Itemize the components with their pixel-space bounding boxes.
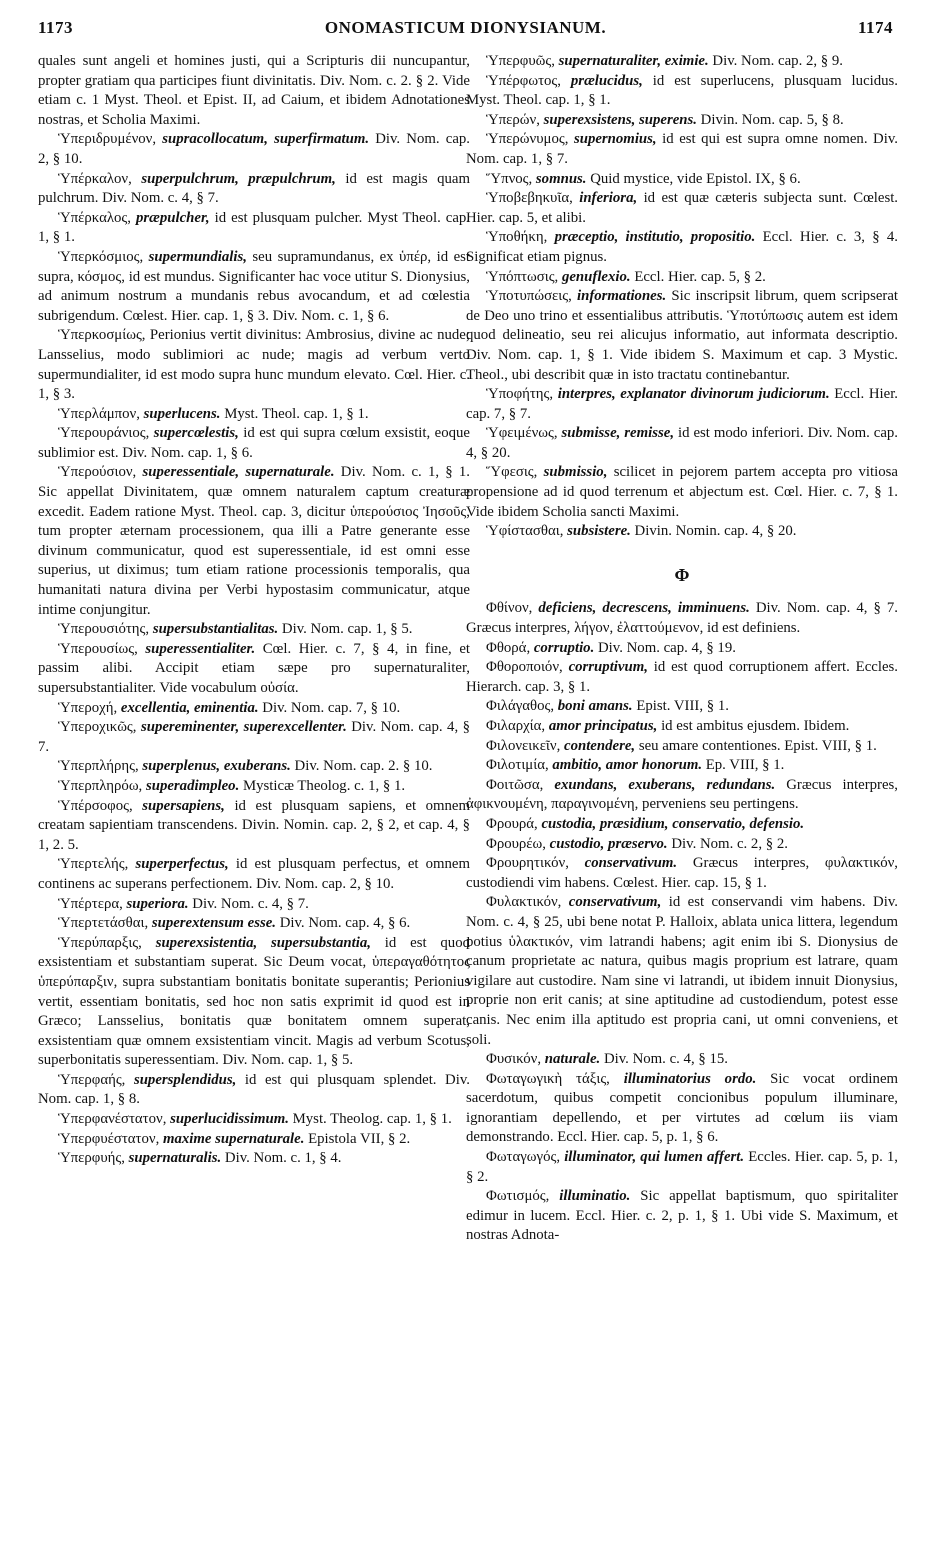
entry-term: Ὑπόπτωσις, (486, 268, 559, 285)
dictionary-entry (38, 1130, 470, 1150)
entry-body: Div. Nom. cap. 2, § 10. (38, 131, 470, 167)
dictionary-entry (466, 835, 898, 855)
entry-term: Φωταγωγικὴ τάξις, (486, 1070, 610, 1087)
dictionary-entry (466, 893, 898, 1050)
entry-body: Sic appellat baptismum, quo spiritaliter edimur in lucem. Eccl. Hier. c. 2, p. 1, § 1. Ubi vide S. Maximum, et nostras Adnota- (466, 1188, 899, 1244)
entry-gloss: prælucidus, (570, 72, 643, 89)
entry-gloss: supernaturaliter, eximie. (558, 53, 709, 69)
entry-gloss: contendere, (564, 737, 636, 754)
entry-gloss: superiora. (126, 895, 189, 912)
entry-term: Φιλονεικεῖν, (486, 737, 561, 754)
dictionary-entry (466, 717, 898, 737)
entry-body: seu supramundanus, ex ὑπέρ, id est supra, κόσμος, id est mundus. Significanter hac voce utitur S. Dionysius, ad animum nostrum a mundanis rebus avocandum, et ad cœlestia subrigendum. Cœlest. Hier. cap. 1, § 3. Div. Nom. c. 1, § 6. (38, 248, 471, 324)
dictionary-entry (466, 658, 898, 697)
entry-term: Φρουρέω, (486, 835, 546, 852)
entry-body: Eccl. Hier. c. 3, § 4. Significat etiam pignus. (466, 229, 899, 265)
entry-body: Cœl. Hier. c. 7, § 4, in fine, et passim alibi. Accipit etiam sæpe pro supernaturaliter, supersubstantialiter. Vide vocabulum οὐσία. (38, 640, 471, 696)
entry-body: id est quod corruptionem affert. Eccles. Hierarch. cap. 3, § 1. (466, 659, 898, 695)
entry-term: Φθοροποιόν, (486, 659, 563, 676)
dictionary-entry (38, 855, 470, 894)
entry-term: Ὑπερτελής, (58, 856, 129, 873)
dictionary-entry (466, 189, 898, 228)
entry-body: id est modo inferiori. Div. Nom. cap. 4, § 20. (466, 425, 898, 461)
entry-body: Div. Nom. c. 4, § 15. (603, 1051, 728, 1068)
dictionary-entry (38, 620, 470, 640)
right-column-entries-phi (466, 599, 898, 1246)
dictionary-entry (466, 170, 898, 190)
entry-body: Eccl. Hier. cap. 7, § 7. (466, 386, 899, 422)
entry-body: Div. Nom. cap. 2, § 9. (712, 53, 843, 69)
dictionary-entry (38, 895, 470, 915)
page-number-right: 1174 (857, 18, 893, 37)
entry-body: scilicet in pejorem partem accepta pro vitiosa propensione ad id quod terrenum et abjectum est. Cœl. Hier. c. 7, § 1. Vide ibidem Scholia sancti Maximi. (466, 464, 898, 520)
entry-gloss: submissio, (543, 464, 608, 481)
entry-body: id est plusquam perfectus, et omnem continens ac superans perfectionem. Div. Nom. cap. 2, § 10. (38, 856, 471, 892)
entry-term: Φωταγωγός, (486, 1149, 561, 1166)
entry-term: Ὑπέρφωτος, (486, 72, 561, 89)
entry-gloss: somnus. (535, 170, 587, 187)
page-header (38, 18, 893, 44)
entry-term: Ὑπερουράνιος, (58, 425, 150, 442)
entry-term: Φοιτῶσα, (486, 776, 544, 793)
entry-term: Ὑπέρτερα, (58, 895, 123, 912)
entry-gloss: corruptio. (533, 639, 595, 656)
entry-body: Quid mystice, vide Epistol. IX, § 6. (590, 170, 801, 187)
entry-body: id est qui plusquam splendet. Div. Nom. cap. 1, § 8. (38, 1071, 470, 1108)
entry-gloss: informationes. (577, 288, 667, 305)
entry-term: Φρουρά, (486, 815, 538, 832)
entry-body: id est conservandi vim habens. Div. Nom. c. 4, § 25, ubi bene notat P. Halloix, ablata unica littera, legendum potius ὑλακτικόν, vim latrandi habens; agit enim ibi S. Dionysius de canum proprietate ac natura, quibus magis proprium est latrare, quam vigilare aut custodire. Nam sine vi latrandi, ut ibidem innuit Dionysius, proprie non erit canis; at sine aptitudine ad custodiendum, potest esse canis. Nec enim illa aptitudo est propria cani, ut omni conveniens, et soli. (466, 894, 898, 1048)
dictionary-entry (466, 1070, 898, 1148)
dictionary-entry (466, 1050, 898, 1070)
entry-body: Divin. Nom. cap. 5, § 8. (700, 111, 844, 128)
entry-body: Div. Nom. cap. 4, § 6. (279, 915, 411, 932)
dictionary-entry (38, 424, 470, 463)
entry-term: Ὑπέρκαλος, (58, 209, 131, 226)
dictionary-entry (38, 640, 470, 699)
entry-gloss: custodio, præservo. (549, 835, 668, 852)
entry-gloss: subsistere. (567, 523, 631, 540)
entry-term: Ὑποβεβηκυῖα, (486, 190, 573, 207)
entry-gloss: supersplendidus, (133, 1071, 237, 1088)
dictionary-entry (466, 52, 898, 72)
dictionary-entry (466, 268, 898, 288)
entry-body: Div. Nom. cap. 2. § 10. (294, 758, 433, 775)
entry-body: Div. Nom. cap. 4, § 7. (38, 719, 470, 755)
entry-gloss: superadimpleo. (145, 777, 240, 794)
dictionary-entry (466, 111, 898, 131)
entry-gloss: supracollocatum, superfirmatum. (162, 131, 370, 148)
entry-gloss: supersubstantialitas. (152, 621, 279, 638)
dictionary-entry (466, 463, 898, 522)
entry-gloss: superlucidissimum. (170, 1111, 289, 1128)
entry-term: Ὑπερφανέστατον, (58, 1111, 167, 1128)
entry-gloss: inferiora, (579, 190, 638, 207)
entry-gloss: excellentia, eminentia. (120, 699, 259, 716)
dictionary-entry (466, 522, 898, 542)
entry-gloss: submisse, remisse, (561, 425, 675, 442)
entry-gloss: maxime supernaturale. (162, 1130, 305, 1147)
entry-term: Φιλάγαθος, (486, 698, 555, 715)
dictionary-entry (466, 385, 898, 424)
entry-term: Φιλοτιμία, (486, 757, 549, 774)
entry-gloss: superessentialiter. (145, 640, 256, 657)
running-title: ONOMASTICUM DIONYSIANUM. (324, 18, 607, 37)
dictionary-entry (466, 599, 898, 638)
dictionary-entry (38, 1149, 470, 1169)
entry-gloss: illuminatio. (559, 1188, 631, 1205)
entry-body: Ep. VIII, § 1. (705, 757, 785, 774)
entry-body: Div. Nom. cap. 1, § 5. (281, 621, 413, 638)
entry-gloss: interpres, explanator divinorum judiciorum. (557, 386, 830, 403)
entry-term: Ὑπεριδρυμένον, (58, 131, 157, 148)
dictionary-entry (38, 934, 470, 1071)
entry-term: Ὑποθήκη, (486, 229, 548, 246)
entry-term: Ὑπερώνυμος, (486, 131, 569, 148)
entry-body: Epist. VIII, § 1. (636, 698, 729, 715)
entry-body: Myst. Theol. cap. 1, § 1. (224, 405, 369, 422)
entry-term: Φρουρητικόν, (486, 855, 569, 872)
entry-gloss: superexsistens, superens. (543, 111, 697, 128)
entry-gloss: præceptio, institutio, propositio. (554, 229, 756, 246)
dictionary-entry (38, 797, 470, 856)
right-column (466, 52, 898, 1246)
entry-body: id est superlucens, plusquam lucidus. Myst. Theol. cap. 1, § 1. (466, 72, 899, 109)
entry-body: Perionius vertit divinitus: Ambrosius, divine ac nude; Lansselius, modo sublimiori ac nude; magis ad verbum verto supermundialiter, id est modo supra hunc mundum elevato. Cœl. Hier. c. 1, § 3. (38, 327, 470, 403)
entry-term: Ὑπερουσιότης, (58, 621, 150, 638)
entry-gloss: superlucens. (143, 405, 221, 422)
entry-term: Ὑπερπληρόω, (58, 777, 143, 794)
dictionary-entry (466, 72, 898, 111)
entry-gloss: superexsistentia, supersubstantia, (155, 934, 371, 951)
entry-term: Ὑποφήτης, (486, 386, 554, 403)
entry-body: seu amare contentiones. Epist. VIII, § 1. (638, 737, 877, 754)
dictionary-entry (38, 914, 470, 934)
entry-body: id est ambitus ejusdem. Ibidem. (661, 718, 850, 734)
dictionary-entry (466, 228, 898, 267)
dictionary-entry (466, 854, 898, 893)
left-column (38, 52, 470, 1169)
entry-term: Ὑπεροχικῶς, (58, 719, 137, 736)
entry-body: Sic vocat ordinem sacerdotum, quibus competit concionibus populum illuminare, ignorantiam depellendo, et per virtutes ad cœlum iis viam demonstrando. Eccl. Hier. cap. 5, p. 1, § 6. (466, 1070, 899, 1146)
entry-term: Ὑπερφυῶς, (486, 53, 555, 69)
entry-gloss: supercœlestis, (153, 425, 239, 442)
entry-body: id est quod exsistentiam et substantiam superat. Sic Deum vocat, ὑπεραγαθότητος ὑπερύπαρξιν, supra substantiam bonitatis bonitate superantis; Perionius vertit, essentiam bonitatis, sed hoc non satis exprimit id quod est in Græco; Lansselius, bonitatis quæ bonitatem omnem superat, exsistentiam quæ omnem exsistentiam vincit. Magis ad verbum Scotus, superbonitatis superessentiam. Div. Nom. cap. 1, § 5. (38, 934, 470, 1069)
dictionary-entry (466, 697, 898, 717)
entry-gloss: illuminatorius ordo. (623, 1070, 757, 1087)
dictionary-entry (38, 52, 470, 130)
dictionary-entry (38, 130, 470, 169)
entry-term: Φυλακτικόν, (486, 894, 562, 911)
entry-body: id est qui est supra omne nomen. Div. Nom. cap. 1, § 7. (466, 131, 898, 167)
dictionary-entry (466, 1148, 898, 1187)
entry-term: Ὑπερκοσμίως, (58, 327, 146, 344)
entry-gloss: superperfectus, (135, 856, 229, 873)
entry-body: id est magis quam pulchrum. Div. Nom. c. 4, § 7. (38, 170, 470, 207)
entry-term: Ὑπερύπαρξις, (58, 934, 142, 951)
entry-gloss: exundans, exuberans, redundans. (554, 776, 776, 793)
entry-gloss: supermundialis, (148, 248, 247, 265)
entry-body: Div. Nom. c. 1, § 1. Sic appellat Divinitatem, quæ omnem naturalem captum creaturæ excedit. Eadem ratione Myst. Theol. cap. 3, dicitur ὑπερούσιος Ἰησοῦς, tum propter æternam processionem, qua illi a Patre generante esse divinum communicatur, quod est superessentiale, id est omni esse superius, ut diximus; tum etiam ratione processionis temporalis, qua humanitati natura divina per Verbi hypostasim communicatur, atque intime conjungitur. (38, 464, 471, 618)
dictionary-entry (38, 718, 470, 757)
entry-body: Div. Nom. cap. 4, § 19. (597, 639, 736, 656)
entry-gloss: supersapiens, (142, 797, 225, 814)
entry-gloss: corruptivum, (568, 659, 648, 676)
entry-term: Ὑπερπλήρης, (58, 758, 139, 775)
dictionary-entry (38, 405, 470, 425)
entry-gloss: superextensum esse. (151, 915, 276, 932)
entry-term: Ὑπερφυέστατον, (58, 1130, 160, 1147)
entry-body: Eccles. Hier. cap. 5, p. 1, § 2. (466, 1149, 899, 1185)
entry-gloss: superpulchrum, præpulchrum, (141, 170, 336, 187)
entry-gloss: conservativum. (584, 855, 678, 872)
entry-gloss: naturale. (544, 1051, 601, 1068)
entry-term: Ὑπερούσιον, (58, 464, 137, 481)
entry-term: Ὑπερτετάσθαι, (58, 915, 149, 932)
entry-term: Ὑπερών, (486, 111, 540, 128)
entry-body: Græcus interpres, φυλακτικόν, custodiendi vim habens. Cœlest. Hier. cap. 15, § 1. (466, 855, 899, 891)
entry-gloss: supernomius, (573, 131, 657, 148)
entry-term: Ὑπέρσοφος, (58, 797, 133, 814)
entry-term: Φθίνον, (486, 600, 533, 617)
entry-term: Ὑπερλάμπον, (58, 405, 140, 422)
dictionary-entry (466, 639, 898, 659)
entry-term: Ὑπερφαής, (58, 1071, 126, 1088)
dictionary-entry (38, 326, 470, 404)
entry-term: Ὑπερκόσμιος, (58, 248, 144, 265)
entry-body: id est quæ cæteris subjecta sunt. Cœlest. Hier. cap. 5, et alibi. (466, 190, 899, 226)
entry-gloss: superessentiale, supernaturale. (142, 464, 335, 481)
entry-term: Ὑπερουσίως, (58, 640, 138, 657)
entry-term: Ὑπεροχή, (58, 699, 118, 716)
entry-term: Ὑποτυπώσεις, (486, 288, 572, 305)
dictionary-entry (38, 170, 470, 209)
entry-body: Div. Nom. c. 2, § 2. (671, 835, 788, 852)
entry-term: Ὕπνος, (486, 170, 533, 187)
entry-term: Φωτισμός, (486, 1188, 550, 1205)
entry-gloss: supereminenter, superexcellenter. (140, 719, 347, 736)
right-column-entries-upsilon (466, 52, 898, 542)
entry-gloss: custodia, præsidium, conservatio, defensio. (541, 815, 805, 832)
dictionary-entry (38, 1110, 470, 1130)
entry-body: Div. Nom. c. 1, § 4. (224, 1150, 342, 1167)
dictionary-entry (38, 463, 470, 620)
entry-body: Eccl. Hier. cap. 5, § 2. (634, 268, 766, 285)
entry-body: Epistola VII, § 2. (308, 1130, 411, 1147)
dictionary-entry (38, 1071, 470, 1110)
section-letter: Φ (674, 564, 690, 585)
entry-gloss: conservativum, (568, 894, 662, 911)
dictionary-entry (38, 248, 470, 326)
entry-body: Myst. Theolog. cap. 1, § 1. (292, 1111, 452, 1128)
entry-gloss: genuflexio. (561, 268, 631, 285)
entry-term: Ὑπερφυής, (58, 1150, 125, 1167)
dictionary-entry (466, 287, 898, 385)
entry-term: Ὑφειμένως, (486, 425, 558, 442)
entry-gloss: illuminator, qui lumen affert. (564, 1149, 745, 1166)
entry-term: Φιλαρχία, (486, 718, 546, 734)
entry-gloss: boni amans. (557, 698, 633, 715)
page-number-left: 1173 (38, 18, 74, 37)
dictionary-entry (38, 777, 470, 797)
entry-body: Divin. Nomin. cap. 4, § 20. (634, 523, 797, 540)
entry-gloss: supernaturalis. (128, 1150, 222, 1167)
entry-body: Div. Nom. c. 4, § 7. (192, 895, 309, 912)
entry-gloss: deficiens, decrescens, imminuens. (538, 600, 750, 617)
entry-gloss: amor principatus, (548, 718, 658, 734)
entry-term: Ὕφεσις, (486, 464, 538, 481)
dictionary-entry (466, 756, 898, 776)
dictionary-entry (466, 737, 898, 757)
entry-gloss: superplenus, exuberans. (142, 758, 291, 775)
entry-body: Græcus interpres, ἀφικνουμένη, παραγινομένη, perveniens seu pertingens. (466, 776, 899, 813)
dictionary-entry (466, 130, 898, 169)
entry-body: id est plusquam pulcher. Myst Theol. cap. 1, § 1. (38, 209, 471, 246)
entry-body: id est plusquam sapiens, et omnem creatam sapientiam transcendens. Divin. Nomin. cap. 2, § 2, et cap. 4, § 1, 2. 5. (38, 797, 471, 853)
entry-body: quales sunt angeli et homines justi, qui a Scripturis dii nuncupantur, propter gratiam qua participes fiunt divinitatis. Div. Nom. c. 2. § 2. Vide etiam c. 1 Myst. Theol. et Epist. II, ad Caium, et ibidem Adnotationes nostras, et Scholia Maximi. (38, 53, 470, 128)
entry-term: Ὑπέρκαλον, (58, 170, 132, 187)
dictionary-entry (466, 776, 898, 815)
entry-body: Sic inscripsit librum, quem scripserat de Deo uno trino et essentialibus attributis. Ὑποτύπωσις autem est idem quod delineatio, seu rei alicujus informatio, aut informata descriptio. Div. Nom. cap. 1, § 1. Vide ibidem S. Maximum et cap. 3 Mystic. Theol., ubi describit quæ in isto tractatu continebantur. (466, 288, 899, 383)
entry-gloss: præpulcher, (136, 209, 210, 226)
dictionary-entry (38, 209, 470, 248)
dictionary-entry (466, 815, 898, 835)
dictionary-entry (466, 424, 898, 463)
entry-body: Mysticæ Theolog. c. 1, § 1. (242, 777, 406, 794)
entry-term: Φυσικόν, (486, 1051, 542, 1068)
entry-body: Div. Nom. cap. 4, § 7. Græcus interpres, λήγον, ἐλαττούμενον, id est definiens. (466, 600, 899, 637)
entry-body: Div. Nom. cap. 7, § 10. (262, 699, 401, 716)
dictionary-entry (38, 757, 470, 777)
entry-term: Φθορά, (486, 639, 531, 656)
entry-gloss: ambitio, amor honorum. (552, 757, 703, 774)
dictionary-entry (38, 699, 470, 719)
entry-body: id est qui supra cœlum exsistit, eoque sublimior est. Div. Nom. cap. 1, § 6. (38, 425, 470, 461)
entry-term: Ὑφίστασθαι, (486, 523, 564, 540)
dictionary-entry (466, 1187, 898, 1246)
